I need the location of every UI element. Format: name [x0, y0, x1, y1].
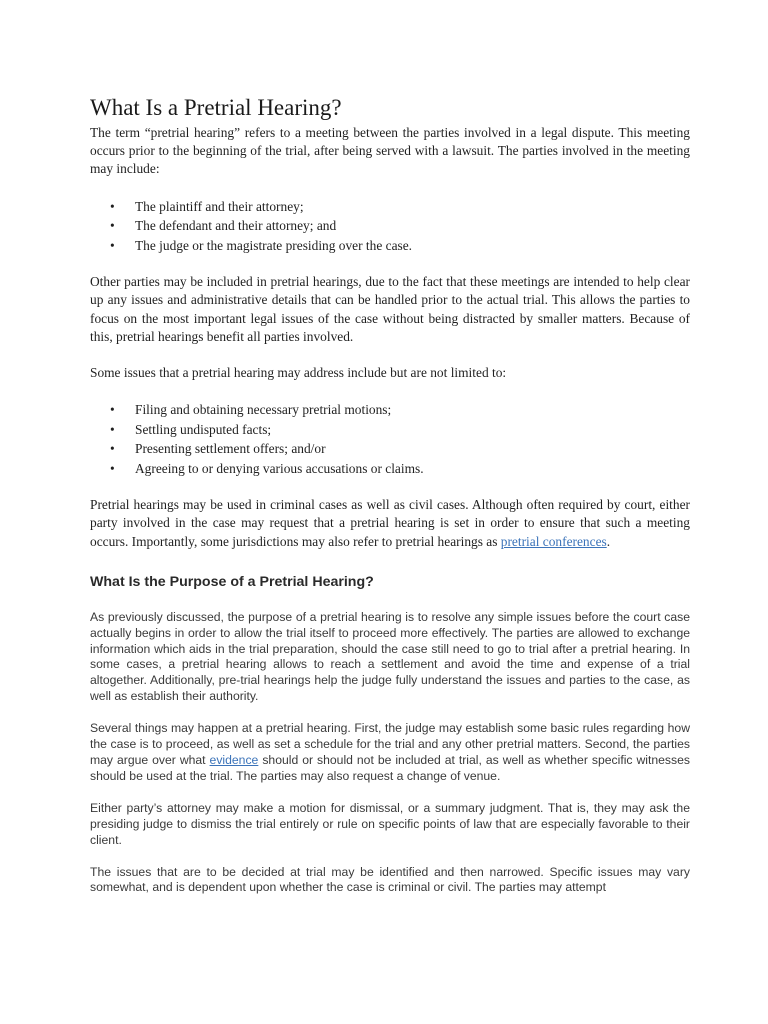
purpose-paragraph-4: The issues that are to be decided at trial may be identified and then narrowed. Specific issues may vary somewhat, and is dependent upon whether the case is criminal or civil. The parties may attempt — [90, 864, 690, 895]
paragraph-end: . — [606, 533, 611, 549]
issues-list — [90, 400, 690, 478]
paragraph-text: should or should not be included at trial, as well as whether specific witnesses should be used at the trial. The parties may also request a change of venue. — [90, 752, 690, 783]
pretrial-conferences-link[interactable]: pretrial conferences — [500, 533, 607, 549]
purpose-paragraph-3: Either party’s attorney may make a motion for dismissal, or a summary judgment. That is, they may ask the presiding judge to dismiss the trial entirely or rule on specific points of law that are especially favorable to their client. — [90, 800, 690, 847]
document-page — [90, 94, 690, 896]
purpose-paragraph-2 — [90, 721, 690, 785]
list-item: • The judge or the magistrate presiding over the case. — [135, 236, 690, 256]
paragraph-text: Several things may happen at a pretrial hearing. First, the judge may establish some basic rules regarding how the case is to proceed, as well as set a schedule for the trial and any other pretrial matters. Second, the parties may argue over what — [90, 721, 690, 767]
purpose-paragraph-1: As previously discussed, the purpose of a pretrial hearing is to resolve any simple issues before the court case actually begins in order to allow the trial itself to proceed more effectively. The parties are allowed to exchange information which aids in the trial preparation, should the case still need to go to trial after a pretrial hearing. In some cases, a pretrial hearing allows to reach a settlement and avoid the time and expense of a trial altogether. Additionally, pre-trial hearings help the judge fully understand the issues and parties to the case, as well as establish their authority. — [90, 609, 690, 704]
list-item: • The plaintiff and their attorney; — [135, 197, 690, 217]
other-parties-paragraph: Other parties may be included in pretrial hearings, due to the fact that these meetings are intended to help clear up any issues and administrative details that can be handled prior to the actual trial. This allows the parties to focus on the most important legal issues of the case without being distracted by smaller matters. Because of this, pretrial hearings benefit all parties involved. — [90, 274, 690, 344]
criminal-civil-paragraph — [90, 496, 690, 551]
parties-list — [90, 197, 690, 256]
paragraph-text: Pretrial hearings may be used in criminal cases as well as civil cases. Although often required by court, either party involved in the case may request that a pretrial hearing is set in order to ensure that such a meeting occurs. Importantly, some jurisdictions may also refer to pretrial hearings as — [90, 497, 690, 549]
evidence-link[interactable]: evidence — [209, 752, 259, 767]
issues-intro-paragraph: Some issues that a pretrial hearing may address include but are not limited to: — [90, 364, 507, 380]
page-title: What Is a Pretrial Hearing? — [90, 95, 342, 120]
list-item: • Filing and obtaining necessary pretrial motions; — [135, 400, 690, 420]
list-item: • Agreeing to or denying various accusations or claims. — [135, 459, 690, 479]
purpose-heading: What Is the Purpose of a Pretrial Hearing? — [90, 573, 374, 590]
intro-paragraph: The term “pretrial hearing” refers to a meeting between the parties involved in a legal dispute. This meeting occurs prior to the beginning of the trial, after being served with a lawsuit. The parties involved in the meeting may include: — [90, 125, 690, 177]
list-item: • Settling undisputed facts; — [135, 420, 690, 440]
list-item: • The defendant and their attorney; and — [135, 216, 690, 236]
list-item: • Presenting settlement offers; and/or — [135, 439, 690, 459]
